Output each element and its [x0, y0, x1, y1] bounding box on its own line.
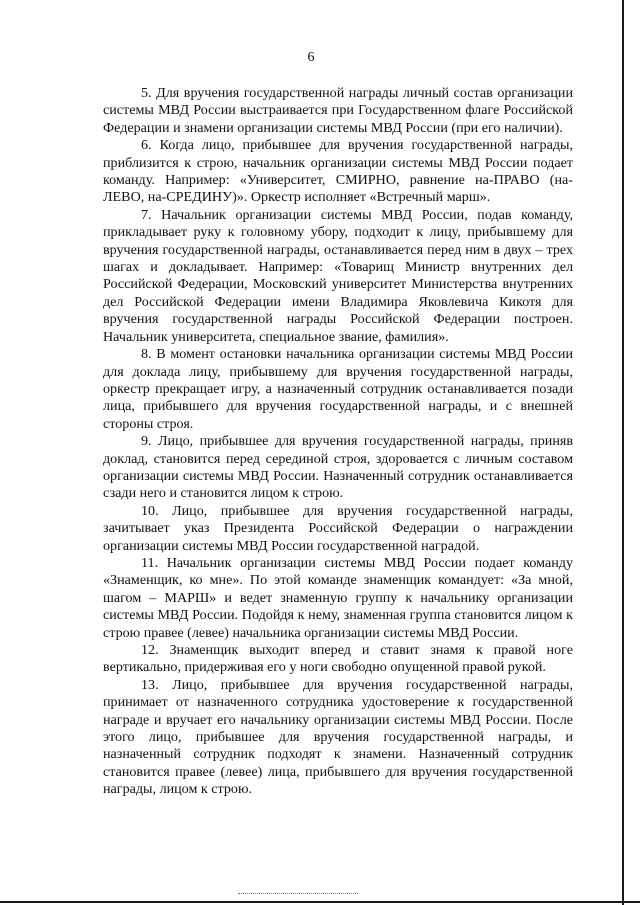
page-number: 6: [307, 50, 315, 65]
paragraph-13: 13. Лицо, прибывшее для вручения государственной награды, принимает от назначенного сотрудника удостоверение к государственной награде и вручает его начальнику организации системы МВД России. После этого лицо, прибывшее для вручения государственной награды, и назначенный сотрудник подходят к знамени. Назначенный сотрудник становится правее (левее) лица, прибывшего для вручения государственной награды, лицом к строю.: [103, 676, 573, 798]
paragraph-5: 5. Для вручения государственной награды личный состав организации системы МВД России выстраивается при Государственном флаге Российской Федерации и знамени организации системы МВД России (при его наличии).: [103, 85, 573, 136]
paragraph-6: 6. Когда лицо, прибывшее для вручения государственной награды, приблизится к строю, начальник организации системы МВД России подает команду. Например: «Университет, СМИРНО, равнение на-ПРАВО (на-ЛЕВО, на-СРЕДИНУ)». Оркестр исполняет «Встречный марш».: [103, 137, 573, 206]
paragraph-7: 7. Начальник организации системы МВД России, подав команду, прикладывает руку к головному убору, подходит к лицу, прибывшему для вручения государственной награды, останавливается перед ним в двух – трех шагах и докладывает. Например: «Товарищ Министр внутренних дел Российской Федерации, Московский университет Министерства внутренних дел Российской Федерации имени Владимира Яковлевича Кикотя для вручения государственной награды Российской Федерации построен. Начальник университета, специальное звание, фамилия».: [103, 206, 573, 345]
paragraph-10: 10. Лицо, прибывшее для вручения государственной награды, зачитывает указ Президента Российской Федерации о награждении организации системы МВД России государственной наградой.: [103, 502, 573, 554]
scan-border-right: [622, 0, 624, 905]
paragraph-11: 11. Начальник организации системы МВД России подает команду «Знаменщик, ко мне». По этой команде знаменщик командует: «За мной, шагом – МАРШ» и ведет знаменную группу к начальнику организации системы МВД России. Подойдя к нему, знаменная группа становится лицом к строю правее (левее) начальника организации системы МВД России.: [103, 554, 573, 641]
scan-border-bottom: [0, 901, 640, 903]
scan-artifact: [238, 893, 358, 895]
paragraph-9: 9. Лицо, прибывшее для вручения государственной награды, приняв доклад, становится перед серединой строя, здоровается с личным составом организации системы МВД России. Назначенный сотрудник останавливается сзади него и становится лицом к строю.: [103, 433, 573, 502]
paragraph-8: 8. В момент остановки начальника организации системы МВД России для доклада лицу, прибывшему для вручения государственной награды, оркестр прекращает игру, а назначенный сотрудник останавливается позади лица, прибывшего для вручения государственной награды, и с внешней стороны строя.: [103, 346, 573, 432]
paragraph-12: 12. Знаменщик выходит вперед и ставит знамя к правой ноге вертикально, придерживая его у ноги свободно опущенной правой рукой.: [103, 642, 573, 676]
document-body: [103, 85, 573, 799]
